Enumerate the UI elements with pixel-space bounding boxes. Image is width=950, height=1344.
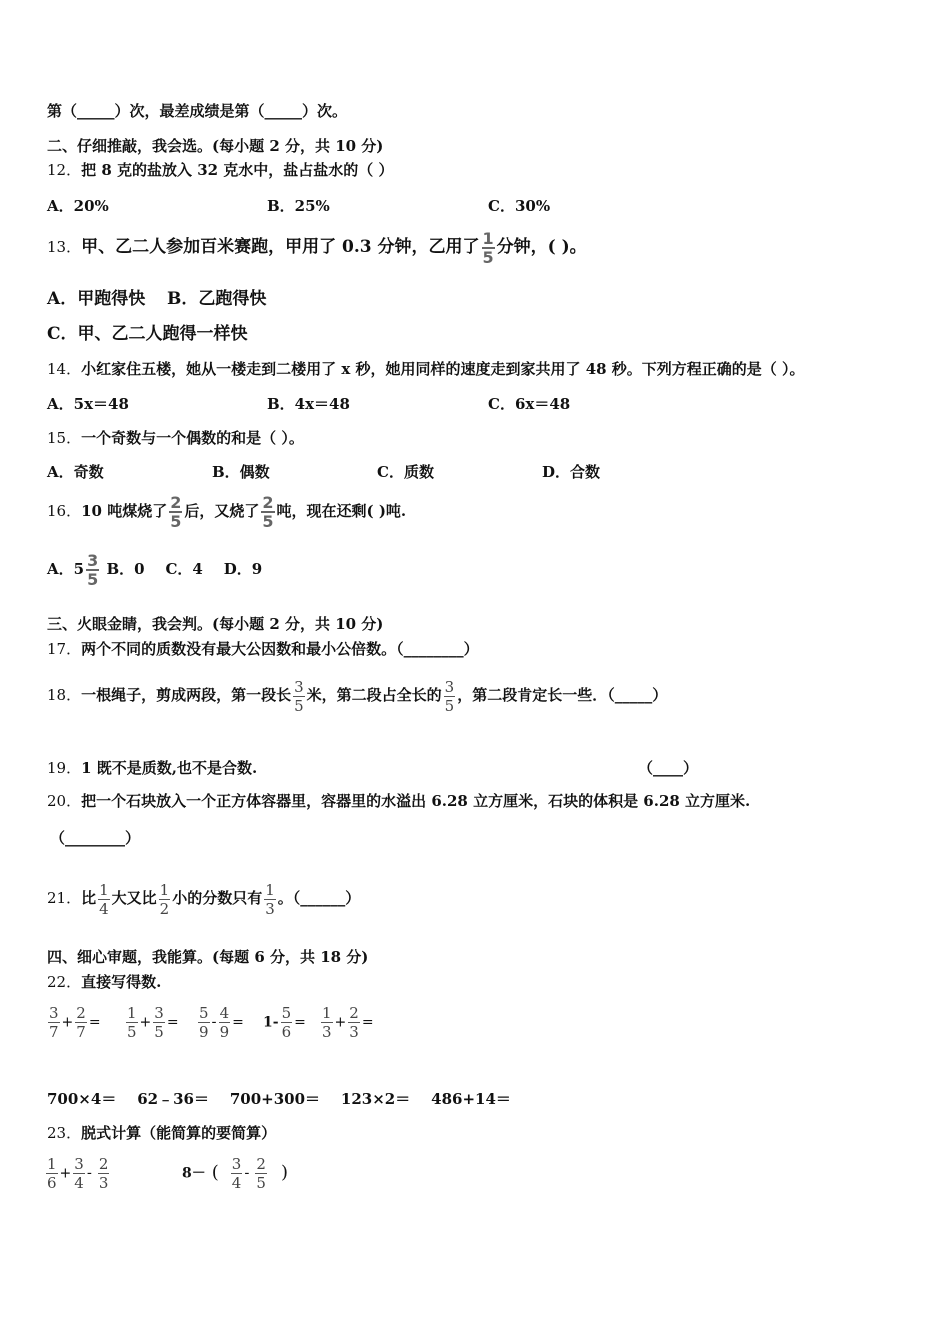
q13-text-a: 甲、乙二人参加百米赛跑，甲用了 0.3 分钟，乙用了 bbox=[81, 237, 480, 257]
q22-e1-op: + bbox=[61, 1014, 74, 1031]
q16-f2-num: 2 bbox=[262, 493, 274, 512]
q17 bbox=[47, 639, 479, 659]
q15-option-c[interactable]: C．质数 bbox=[377, 463, 434, 481]
q23-e1-frac-c bbox=[98, 1155, 110, 1192]
q22-e5-an: 1 bbox=[322, 1004, 332, 1022]
q22-e5-frac-a bbox=[321, 1004, 333, 1041]
q23-e1-bd: 4 bbox=[74, 1174, 84, 1192]
q16-f1-num: 2 bbox=[170, 493, 182, 512]
q22-e1-frac-b bbox=[75, 1004, 87, 1041]
q23-e1-bn: 3 bbox=[74, 1155, 84, 1173]
q14-option-b[interactable]: B．4x＝48 bbox=[267, 395, 350, 413]
q13-fraction bbox=[482, 230, 495, 266]
q21-f3-den: 3 bbox=[265, 899, 275, 918]
q21-f1-num: 1 bbox=[99, 880, 109, 899]
q22-e2-bd: 5 bbox=[154, 1023, 164, 1041]
q22-e5-bn: 2 bbox=[349, 1004, 359, 1022]
q23-e2-rparen: ) bbox=[280, 1161, 288, 1183]
q12-option-a[interactable]: A．20% bbox=[47, 197, 109, 215]
q18-fraction-2 bbox=[444, 678, 456, 715]
q19 bbox=[47, 758, 257, 778]
q22-expr-2 bbox=[124, 1004, 179, 1041]
q22-e3-bn: 4 bbox=[219, 1004, 230, 1022]
q17-number: 17． bbox=[47, 640, 82, 658]
q18-f1-den: 5 bbox=[294, 696, 304, 715]
q22-e3-bd: 9 bbox=[219, 1023, 230, 1041]
q22-e4-frac bbox=[281, 1004, 293, 1041]
q23-e1-frac-a bbox=[46, 1155, 58, 1192]
q23-e2-ad: 4 bbox=[231, 1174, 242, 1192]
q18-text-b: 米，第二段占全长的 bbox=[306, 686, 442, 704]
q23-e1-an: 1 bbox=[47, 1155, 57, 1173]
q18-text-c: ，第二段肯定长一些．（_____） bbox=[457, 686, 668, 704]
q23-e2-frac-a bbox=[231, 1155, 243, 1192]
q18-f2-num: 3 bbox=[444, 677, 455, 696]
q18-f2-den: 5 bbox=[444, 696, 455, 715]
q12-option-c[interactable]: C．30% bbox=[488, 197, 551, 215]
q15 bbox=[47, 428, 304, 448]
q14-option-a[interactable]: A．5x＝48 bbox=[47, 395, 129, 413]
q17-text: 两个不同的质数没有最大公因数和最小公倍数。（________） bbox=[81, 640, 479, 658]
q21-text-a: 比 bbox=[81, 889, 97, 907]
q21-f1-den: 4 bbox=[99, 899, 109, 918]
q22-expr-3 bbox=[196, 1004, 244, 1041]
q21-text-d: 。（______） bbox=[277, 889, 361, 907]
q16 bbox=[47, 490, 406, 532]
q21-number: 21． bbox=[47, 889, 82, 907]
q22-e5-eq: = bbox=[361, 1014, 374, 1031]
q16-opt-a-den: 5 bbox=[87, 570, 99, 589]
q18-fraction-1 bbox=[293, 678, 305, 715]
q14-text: 小红家住五楼，她从一楼走到二楼用了 x 秒，她用同样的速度走到家共用了 48 秒。下列方程正确的是（ ）。 bbox=[81, 360, 805, 378]
q22-text: 直接写得数. bbox=[81, 973, 162, 991]
q12-option-b[interactable]: B．25% bbox=[267, 197, 330, 215]
q23-expr-1 bbox=[44, 1155, 111, 1192]
q21-text-c: 小的分数只有 bbox=[172, 889, 263, 907]
q23 bbox=[47, 1123, 276, 1143]
q20-number: 20． bbox=[47, 792, 82, 810]
q22-e4-pre: 1- bbox=[263, 1014, 279, 1031]
q13-number: 13． bbox=[47, 238, 82, 256]
q22-e1-bn: 2 bbox=[76, 1004, 86, 1022]
q23-e1-frac-b bbox=[73, 1155, 85, 1192]
q22-e3-op: - bbox=[211, 1014, 217, 1031]
q23-e2-lparen: ( bbox=[211, 1161, 219, 1183]
q13-option-c[interactable]: C．甲、乙二人跑得一样快 bbox=[47, 324, 248, 344]
q16-opt-a-num: 3 bbox=[87, 551, 99, 570]
q19-answer-blank[interactable]: （____） bbox=[638, 759, 699, 777]
q15-option-b[interactable]: B．偶数 bbox=[212, 463, 270, 481]
q16-options-bcd[interactable]: B．0 C．4 D．9 bbox=[106, 560, 263, 578]
section-2-title: 二、仔细推敲，我会选。(每小题 2 分，共 10 分) bbox=[47, 137, 384, 155]
q19-text: 1 既不是质数,也不是合数. bbox=[81, 759, 258, 777]
q22-e3-ad: 9 bbox=[199, 1023, 209, 1041]
q22-row-2: 700×4＝ 62﹣36＝ 700+300＝ 123×2＝ 486+14＝ bbox=[47, 1090, 511, 1108]
q12-number: 12． bbox=[47, 161, 82, 179]
q22-e3-frac-b bbox=[219, 1004, 231, 1041]
q23-e2-an: 3 bbox=[231, 1155, 242, 1173]
q13-text-b: 分钟，( )。 bbox=[496, 237, 587, 257]
q21-f2-den: 2 bbox=[159, 899, 170, 918]
q16-f1-den: 5 bbox=[170, 512, 182, 531]
q20-text: 把一个石块放入一个正方体容器里，容器里的水溢出 6.28 立方厘米，石块的体积是 6.28 立方厘米. bbox=[81, 792, 751, 810]
q22-e5-ad: 3 bbox=[322, 1023, 332, 1041]
q22-e1-eq: = bbox=[88, 1014, 101, 1031]
q23-text: 脱式计算（能简算的要简算） bbox=[81, 1124, 277, 1142]
q23-e2-bd: 5 bbox=[256, 1174, 266, 1192]
q23-e1-op2: - bbox=[86, 1165, 92, 1182]
q21-fraction-3 bbox=[264, 881, 276, 918]
q16-option-a-whole: A．5 bbox=[47, 560, 85, 578]
q12 bbox=[47, 160, 394, 180]
q22-e5-op: + bbox=[334, 1014, 347, 1031]
q15-option-d[interactable]: D．合数 bbox=[542, 463, 601, 481]
section-3-title: 三、火眼金睛，我会判。(每小题 2 分，共 10 分) bbox=[47, 615, 384, 633]
q22-e3-frac-a bbox=[198, 1004, 210, 1041]
q22-e2-ad: 5 bbox=[127, 1023, 137, 1041]
q18-f1-num: 3 bbox=[294, 677, 304, 696]
q22-e4-eq: = bbox=[294, 1014, 306, 1031]
q22-e1-bd: 7 bbox=[76, 1023, 86, 1041]
q22-e1-frac-a bbox=[48, 1004, 60, 1041]
q23-number: 23． bbox=[47, 1124, 82, 1142]
q22-expr-1 bbox=[46, 1004, 101, 1041]
q14-option-c[interactable]: C．6x＝48 bbox=[488, 395, 571, 413]
q18 bbox=[47, 674, 667, 716]
q16-number: 16． bbox=[47, 502, 82, 520]
q22 bbox=[47, 972, 161, 992]
q21-fraction-1 bbox=[98, 881, 110, 918]
q22-e5-bd: 3 bbox=[349, 1023, 359, 1041]
q22-e3-eq: = bbox=[232, 1014, 244, 1031]
q22-e5-frac-b bbox=[348, 1004, 360, 1041]
q22-expr-4 bbox=[263, 1004, 306, 1041]
q22-e2-frac-a bbox=[126, 1004, 138, 1041]
section-4-title: 四、细心审题，我能算。(每题 6 分，共 18 分) bbox=[47, 948, 369, 966]
q21-fraction-2 bbox=[159, 881, 171, 918]
q22-e4-ad: 6 bbox=[281, 1023, 292, 1041]
q21-f2-num: 1 bbox=[159, 880, 170, 899]
q12-text: 把 8 克的盐放入 32 克水中，盐占盐水的（ ） bbox=[81, 161, 394, 179]
q16-fraction-2 bbox=[261, 494, 274, 530]
q23-e1-ad: 6 bbox=[47, 1174, 57, 1192]
q14 bbox=[47, 359, 805, 379]
q16-f2-den: 5 bbox=[262, 512, 274, 531]
q23-e1-cd: 3 bbox=[98, 1174, 109, 1192]
q16-text-c: 吨，现在还剩( )吨. bbox=[276, 502, 407, 520]
q16-text-a: 10 吨煤烧了 bbox=[81, 502, 168, 520]
q14-number: 14． bbox=[47, 360, 82, 378]
q16-fraction-1 bbox=[169, 494, 182, 530]
q20 bbox=[47, 791, 750, 811]
q23-expr-2 bbox=[182, 1155, 288, 1192]
q22-e3-an: 5 bbox=[199, 1004, 209, 1022]
q22-e1-ad: 7 bbox=[49, 1023, 59, 1041]
q18-number: 18． bbox=[47, 686, 82, 704]
q22-number: 22． bbox=[47, 973, 82, 991]
q23-e2-op: - bbox=[244, 1165, 250, 1182]
q13-frac-num: 1 bbox=[482, 228, 494, 248]
q16-text-b: 后，又烧了 bbox=[184, 502, 260, 520]
q16-options bbox=[47, 548, 262, 590]
q22-e2-an: 1 bbox=[127, 1004, 137, 1022]
q22-e2-op: + bbox=[139, 1014, 152, 1031]
q23-e2-bn: 2 bbox=[256, 1155, 266, 1173]
q20-answer-blank[interactable]: （________） bbox=[50, 829, 141, 847]
q23-e2-pre: 8－ bbox=[182, 1165, 206, 1182]
q22-e4-an: 5 bbox=[281, 1004, 292, 1022]
q22-e2-frac-b bbox=[153, 1004, 165, 1041]
q13-option-b[interactable]: B．乙跑得快 bbox=[167, 289, 267, 309]
q23-e1-op1: + bbox=[59, 1165, 72, 1182]
q22-e2-eq: = bbox=[166, 1014, 179, 1031]
q22-e2-bn: 3 bbox=[154, 1004, 164, 1022]
q15-text: 一个奇数与一个偶数的和是（ ）。 bbox=[81, 429, 304, 447]
q23-e1-cn: 2 bbox=[98, 1155, 109, 1173]
q19-number: 19． bbox=[47, 759, 82, 777]
q11-tail: 第（_____）次，最差成绩是第（_____）次。 bbox=[47, 102, 348, 120]
q13 bbox=[47, 226, 587, 268]
q21-f3-num: 1 bbox=[265, 880, 275, 899]
q15-number: 15． bbox=[47, 429, 82, 447]
q21 bbox=[47, 862, 360, 934]
q23-e2-frac-b bbox=[255, 1155, 267, 1192]
q16-option-a[interactable] bbox=[47, 551, 101, 589]
q21-text-b: 大又比 bbox=[111, 889, 157, 907]
q13-option-a[interactable]: A．甲跑得快 bbox=[47, 289, 146, 309]
q15-option-a[interactable]: A．奇数 bbox=[47, 463, 104, 481]
q18-text-a: 一根绳子，剪成两段，第一段长 bbox=[81, 686, 292, 704]
q16-option-a-fraction bbox=[86, 552, 99, 588]
q22-expr-5 bbox=[319, 1004, 374, 1041]
q22-e1-an: 3 bbox=[49, 1004, 59, 1022]
q13-frac-den: 5 bbox=[482, 247, 494, 267]
